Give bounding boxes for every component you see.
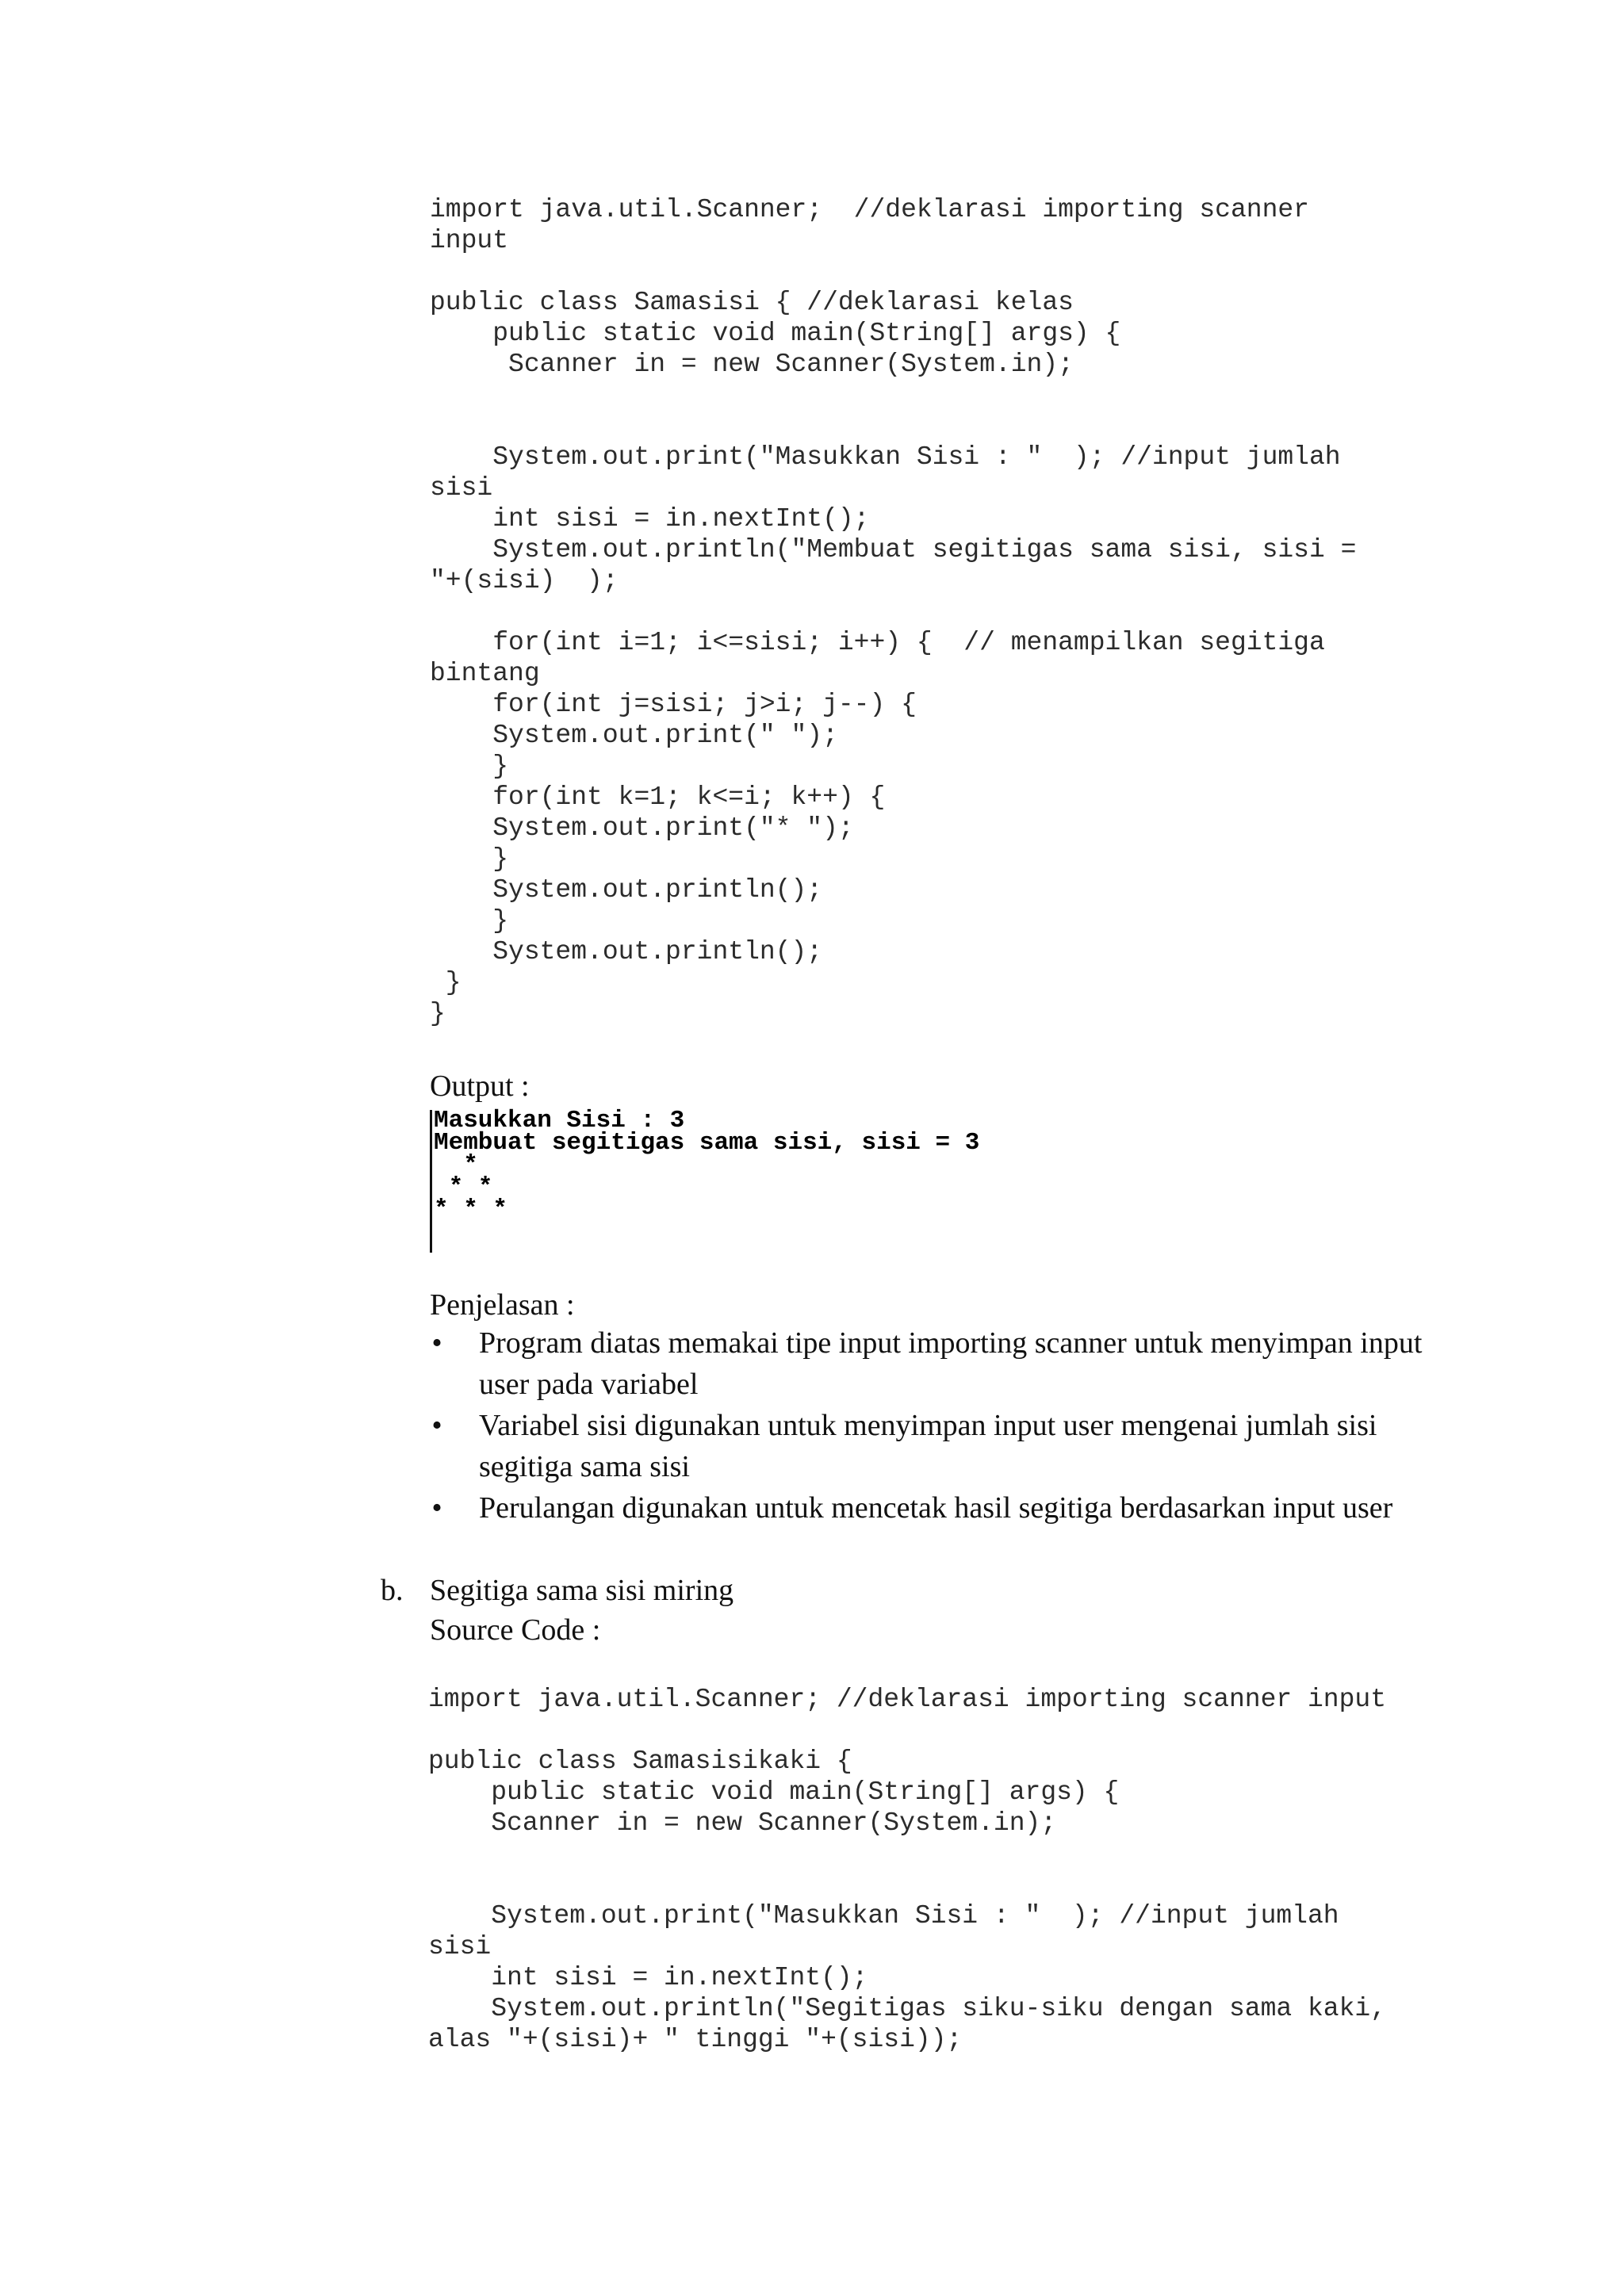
- code-line: for(int i=1; i<=sisi; i++) { // menampilkan segitiga: [430, 628, 1325, 657]
- code-line: "+(sisi) );: [430, 566, 619, 595]
- console-line: Masukkan Sisi : 3: [434, 1107, 685, 1135]
- code-line: for(int k=1; k<=i; k++) {: [430, 783, 886, 812]
- code-line: for(int j=sisi; j>i; j--) {: [430, 690, 917, 719]
- code-line: Scanner in = new Scanner(System.in);: [428, 1808, 1057, 1838]
- console-line: * *: [434, 1173, 493, 1201]
- code-line: public class Samasisi { //deklarasi kelas: [430, 288, 1074, 317]
- code-line: int sisi = in.nextInt();: [428, 1963, 868, 1992]
- explanation-list: [428, 1322, 1443, 1529]
- code-line: System.out.println();: [430, 937, 823, 966]
- code-line: System.out.println("Segitigas siku-siku dengan sama kaki,: [428, 1994, 1386, 2023]
- code-line: bintang: [430, 659, 540, 688]
- java-code-block-samasisikaki: [428, 1684, 1386, 2055]
- console-line: * * *: [434, 1196, 508, 1223]
- list-item-text: Perulangan digunakan untuk mencetak hasil segitiga berdasarkan input user: [479, 1491, 1393, 1525]
- code-line: System.out.print("* ");: [430, 813, 854, 843]
- section-b-marker: b.: [381, 1574, 404, 1607]
- list-item: [428, 1405, 1443, 1487]
- bullet-icon: •: [431, 1326, 442, 1360]
- explanation-title: Penjelasan :: [430, 1288, 575, 1322]
- console-output-screenshot: [430, 1107, 1035, 1253]
- code-line: import java.util.Scanner; //deklarasi importing scanner: [430, 195, 1309, 224]
- code-line: int sisi = in.nextInt();: [430, 504, 870, 534]
- list-item: [428, 1487, 1443, 1529]
- console-line: *: [434, 1151, 478, 1179]
- code-line: }: [430, 844, 509, 874]
- console-line: Membuat segitigas sama sisi, sisi = 3: [434, 1129, 980, 1157]
- code-line: Scanner in = new Scanner(System.in);: [430, 350, 1074, 379]
- list-item-text: Program diatas memakai tipe input importing scanner untuk menyimpan input user pada variabel: [479, 1326, 1423, 1401]
- code-line: System.out.print("Masukkan Sisi : " ); //input jumlah: [428, 1901, 1339, 1931]
- bullet-icon: •: [431, 1409, 442, 1442]
- code-line: }: [430, 906, 509, 936]
- code-line: public class Samasisikaki {: [428, 1747, 852, 1776]
- code-line: alas "+(sisi)+ " tinggi "+(sisi));: [428, 2025, 963, 2054]
- code-line: import java.util.Scanner; //deklarasi importing scanner input: [428, 1685, 1386, 1714]
- code-line: input: [430, 226, 509, 255]
- code-line: System.out.println();: [430, 875, 823, 905]
- code-line: sisi: [430, 473, 493, 503]
- output-label: Output :: [430, 1070, 530, 1103]
- section-b-title: Segitiga sama sisi miring: [430, 1574, 734, 1607]
- list-item-text: Variabel sisi digunakan untuk menyimpan input user mengenai jumlah sisi segitiga sama sisi: [479, 1409, 1377, 1483]
- code-line: System.out.print(" ");: [430, 721, 838, 750]
- code-line: public static void main(String[] args) {: [430, 319, 1121, 348]
- code-line: System.out.print("Masukkan Sisi : " ); //input jumlah: [430, 442, 1341, 472]
- code-line: }: [430, 999, 446, 1028]
- code-line: }: [430, 752, 509, 781]
- bullet-icon: •: [431, 1491, 442, 1525]
- source-code-label: Source Code :: [430, 1613, 601, 1647]
- code-line: }: [430, 968, 462, 997]
- java-code-block-samasisi: [430, 194, 1356, 1029]
- list-item: [428, 1322, 1443, 1405]
- code-line: sisi: [428, 1932, 492, 1961]
- code-line: System.out.println("Membuat segitigas sama sisi, sisi =: [430, 535, 1357, 564]
- code-line: public static void main(String[] args) {: [428, 1777, 1120, 1807]
